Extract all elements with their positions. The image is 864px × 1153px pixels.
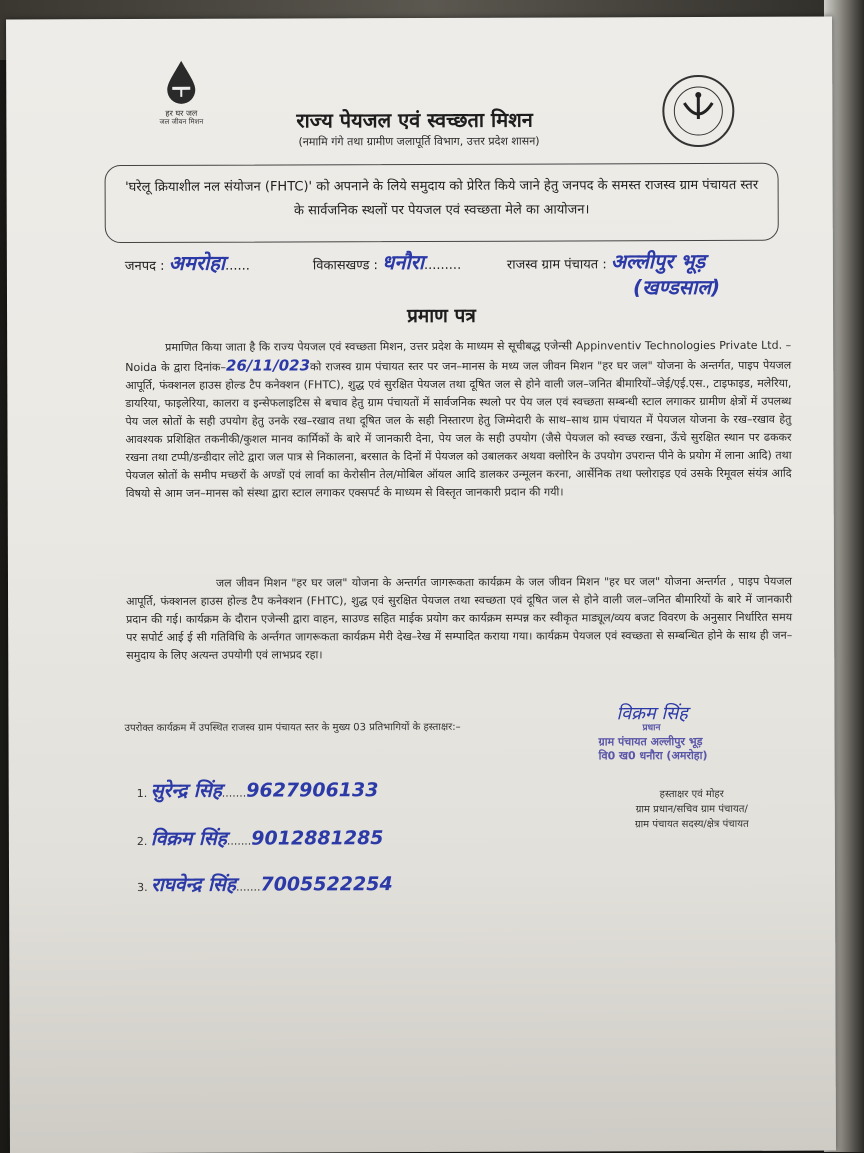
- janpad-value: अमरोहा: [168, 250, 226, 275]
- janpad-field: जनपद : अमरोहा......: [124, 250, 250, 275]
- pradhan-stamp: [598, 721, 707, 763]
- sign-label-1: हस्ताक्षर एवं मोहर: [659, 788, 724, 801]
- panchayat-extra: [633, 273, 720, 300]
- participant-phone: 9627906133: [246, 779, 379, 802]
- participant-phone: 7005522254: [260, 873, 393, 896]
- up-government-seal-icon: [660, 73, 736, 149]
- participant-row: 2. विक्रम सिंह.......9012881285: [136, 827, 384, 850]
- mission-subtitle: (नमामि गंगे तथा ग्रामीण जलापूर्ति विभाग, उत्तर प्रदेश शासन): [298, 134, 540, 149]
- certificate-paper: [6, 17, 836, 1153]
- vikaskhand-label: विकासखण्ड :: [312, 258, 378, 274]
- participant-number: 1.: [136, 786, 148, 800]
- participant-phone: 9012881285: [251, 827, 384, 850]
- panchayat-value: अल्लीपुर भूड़: [610, 249, 706, 274]
- event-date: 26/11/023: [225, 356, 311, 375]
- paragraph-2: जल जीवन मिशन "हर घर जल" योजना के अन्तर्गत जागरूकता कार्यक्रम के जल जीवन मिशन "हर घर जल" योजना अन्तर्गत , पाइप पेयजल आपूर्ति, फंक्शनल हाउस होल्ड टैप कनेक्शन (FHTC), शुद्ध एवं सुरक्षित पेयजल तथा स्वच्छता एवं दूषित जल से होने वाली जल–जनित बीमारियों के बारे में जानकारी प्रदान की गई। कार्यक्रम के दौरान एजेन्सी द्वारा वाहन, साउण्ड सहित माईक प्रयोग कर कार्यक्रम सम्पन्न कर स्वीकृत माड्यूल/व्यय बजट विवरण के अनुसार निर्धारित समय पर सपोर्ट आई ई सी गतिविधि के अर्न्तगत जागरूकता कार्यक्रम मेरी देख–रेख में सम्पादित कराया गया। कार्यक्रम पेयजल एवं स्वच्छता से सम्बन्धित होने के साथ ही जन–समुदाय के लिए अत्यन्त उपयोगी एवं लाभप्रद रहा।: [126, 574, 793, 663]
- participants-label: उपरोक्त कार्यक्रम में उपस्थित राजस्व ग्राम पंचायत स्तर के मुख्य 03 प्रतिभागियों के हस्ताक्षर:–: [124, 721, 461, 735]
- logo-text-1: हर घर जल: [165, 108, 198, 118]
- sign-label-3: ग्राम पंचायत सदस्य/क्षेत्र पंचायत: [634, 818, 749, 831]
- signature-caption: [597, 787, 787, 833]
- participant-name: विक्रम सिंह: [150, 827, 227, 850]
- paragraph-1: [125, 337, 792, 503]
- vikaskhand-field: विकासखण्ड : धनौरा.........: [312, 249, 462, 275]
- stamp-line-2: वि0 ख0 धनौरा (अमरोहा): [598, 749, 708, 763]
- stamp-title: प्रधान: [642, 723, 661, 734]
- certificate-title: प्रमाण पत्र: [407, 304, 476, 328]
- pradhan-signature: विक्रम सिंह: [616, 703, 688, 725]
- panchayat-extra-value: (खण्डसाल): [632, 274, 721, 300]
- stamp-line-1: ग्राम पंचायत अल्लीपुर भूड़: [598, 735, 703, 749]
- jal-jeevan-logo: [136, 59, 226, 126]
- panchayat-field: [507, 247, 705, 275]
- mission-title: राज्य पेयजल एवं स्वच्छता मिशन: [296, 107, 533, 133]
- participant-number: 3.: [137, 880, 148, 894]
- sign-label-2: ग्राम प्रधान/सचिव ग्राम पंचायत/: [635, 803, 748, 816]
- paragraph-1-rest: को राजस्व ग्राम पंचायत स्तर पर जन–मानस के मध्य जल जीवन मिशन "हर घर जल" योजना के अन्तर्गत, पाइप पेयजल आपूर्ति, फंक्शनल हाउस होल्ड टैप कनेक्शन (FHTC), शुद्ध एवं सुरक्षित पेयजल तथा दूषित जल से होने वाली जल–जनित बीमारियों–जेई/एई.एस., टाइफाइड, मलेरिया, डायरिया, फाइलेरिया, कालरा व इन्सेफलाइटिस से बचाव हेतु ग्राम पंचायतों में सार्वजनिक स्थलो पर पेय जल एवं स्वच्छता सम्बन्धी स्टाल लगाकर ग्रामीण क्षेत्रों में उपलब्ध पेय जल स्रोतों के सही उपयोग हेतु उनके रख–रखाव तथा दूषित जल के सही निस्तारण हेतु जिम्मेदारी के साथ–साथ ग्राम पंचायत में पेयजल योजना के रख–रखाव हेतु आवश्यक प्रशिक्षित तकनीकी/कुशल मानव कार्मिकों के बारे में जानकारी देना, पेय जल के सही उपयोग (जैसे पेयजल को स्वच्छ रखना, ऊँचे सुरक्षित स्थान पर ढककर रखना तथा टप्पी/डन्डीदार लोटे द्वारा जल पात्र से निकालना, बरसात के दिनों में पेयजल को उबालकर अथवा क्लोरिन के उपयोग उपरान्त पीने के प्रयोग में लाना आदि) तथा पेयजल स्रोतों के समीप मच्छरों के अण्डों एवं लार्वा का केरोसीन तेल/मोबिल ऑयल आदि डालकर उन्मूलन करना, आर्सेनिक तथा फ्लोराइड एवं उसके रिमूवल संयंत्र आदि विषयो से आम जन–मानस को संस्था द्वारा स्टाल लगाकर एक्सपर्ट के माध्यम से विस्तृत जानकारी प्रदान की गयी।: [125, 358, 792, 501]
- paragraph-1-start: प्रमाणित किया जाता है कि राज्य पेयजल एवं स्वच्छता मिशन, उत्तर प्रदेश के माध्यम से सूचीबद्ध एजेन्सी Appinventiv Technologies Private Ltd. – Noida के द्वारा दिनांक–: [125, 338, 792, 375]
- janpad-label: जनपद :: [124, 258, 165, 275]
- panchayat-label: राजस्व ग्राम पंचायत :: [506, 257, 607, 273]
- vikaskhand-value: धनौरा: [381, 249, 425, 275]
- participant-row: 1. सुरेन्द्र सिंह.......9627906133: [136, 779, 379, 802]
- participant-row: 3. राघवेन्द्र सिंह.......7005522254: [137, 873, 393, 896]
- participant-name: राघवेन्द्र सिंह: [151, 873, 237, 896]
- event-banner: 'घरेलू क्रियाशील नल संयोजन (FHTC)' को अपनाने के लिये समुदाय को प्रेरित किये जाने हेतु जनपद के समस्त राजस्व ग्राम पंचायत स्तर के सार्वजनिक स्थलों पर पेयजल एवं स्वच्छता मेले का आयोजन।: [105, 163, 779, 243]
- participant-name: सुरेन्द्र सिंह: [150, 779, 222, 802]
- water-drop-icon: [161, 59, 201, 105]
- participant-number: 2.: [136, 834, 148, 848]
- logo-text-2: जल जीवन मिशन: [159, 117, 204, 126]
